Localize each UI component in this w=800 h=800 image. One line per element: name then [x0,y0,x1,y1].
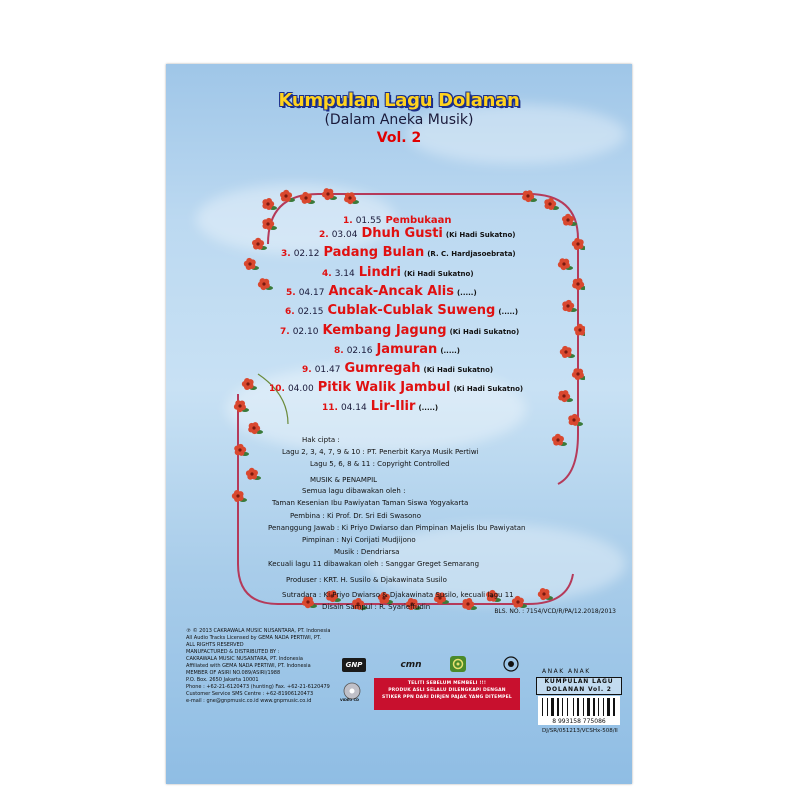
track-number: 9. [302,365,312,375]
track-number: 10. [269,384,285,394]
flower-icon [572,368,585,380]
spine-title-line: KUMPULAN LAGU [544,678,614,685]
flower-icon [246,468,261,480]
flower-center [284,194,287,197]
barcode [538,696,620,718]
flower-center [266,202,269,205]
track-duration: 04.14 [340,403,367,413]
credit-line: MUSIK & PENAMPIL [310,476,378,484]
warning-line: PRODUK ASLI SELALU DILENGKAPI DENGAN [388,688,506,693]
credit-line: Lagu 5, 6, 8 & 11 : Copyright Controlled [310,460,450,468]
flower-center [326,192,329,195]
album-volume: Vol. 2 [376,130,422,146]
track-item [302,359,493,376]
flower-icon [244,258,259,270]
track-credit: (.....) [440,347,461,355]
flower-icon [280,190,295,202]
album-subtitle: (Dalam Aneka Musik) [324,112,474,128]
flower-icon [258,278,273,290]
flower-icon [232,490,247,502]
flower-icon [572,238,585,250]
flower-center [576,282,579,285]
track-number: 5. [286,288,296,298]
flower-center [304,196,307,199]
credit-line: Semua lagu dibawakan oleh : [302,487,406,495]
publisher-line: P.O. Box. 2650 Jakarta 10001 [186,677,259,683]
barcode-bar [603,698,604,716]
flower-icon [242,378,257,390]
credit-line: Taman Kesenian Ibu Pawiyatan Taman Siswa Yogyakarta [272,499,469,507]
flower-center [556,438,559,441]
track-item [322,397,438,414]
track-title: Pembukaan [385,215,452,226]
flower-icon [552,434,567,446]
flower-center [548,202,551,205]
barcode-bar [547,698,548,716]
track-title: Padang Bulan [323,245,425,260]
flower-icon [562,300,577,312]
barcode-bar [551,698,554,716]
track-credit: (Ki Hadi Sukatno) [445,231,516,239]
track-item [286,282,477,299]
registration-code: DJ/SR/051213/VCSHx-508/II [542,728,618,734]
track-title: Jamuran [376,342,438,357]
barcode-bar [613,698,615,716]
barcode-bar [587,698,590,716]
track-number: 6. [285,307,295,317]
flower-center [542,592,545,595]
track-duration: 02.10 [292,327,319,337]
flower-center [562,262,565,265]
flower-icon [560,346,575,358]
flower-icon [234,400,249,412]
flower-icon [262,198,277,210]
credit-line: Kecuali lagu 11 dibawakan oleh : Sanggar Greget Semarang [268,560,480,568]
gnp-logo-text: GNP [345,661,363,669]
credit-line: Pembina : Ki Prof. Dr. Sri Edi Swasono [290,512,422,520]
track-credit: (Ki Hadi Sukatno) [453,385,524,393]
barcode-bars [538,696,620,718]
publisher-line: MEMBER OF ASIRI NO.089/ASIRI/1988 [186,670,281,676]
track-credit: (R. C. Hardjasoebrata) [427,250,516,258]
track-duration: 3.14 [334,269,355,279]
flower-icon [248,422,263,434]
track-duration: 04.00 [287,384,314,394]
publisher-line: ℗ © 2013 CAKRAWALA MUSIC NUSANTARA, PT. Indonesia [186,628,331,634]
flower-icon [568,414,583,426]
track-duration: 04.17 [298,288,325,298]
flower-center [466,602,469,605]
flower-center [348,196,351,199]
flower-center [236,494,239,497]
barcode-number: 8 993158 775086 [538,718,620,725]
warning-line: TELITI SEBELUM MEMBELI !!! [407,681,487,686]
flower-center [572,418,575,421]
publisher-line: e-mail : gne@gnpmusic.co.id www.gnpmusic.co.id [186,698,312,704]
flower-center [238,448,241,451]
track-duration: 01.55 [355,216,382,226]
asiri-logo-mark [450,656,466,672]
flower-center [262,282,265,285]
track-duration: 03.04 [331,230,358,240]
track-title: Lindri [358,265,401,280]
track-credit: (Ki Hadi Sukatno) [423,366,494,374]
ppn-seal-mark [502,654,520,674]
flower-center [564,350,567,353]
flower-icon [558,390,573,402]
gnp-logo [342,658,366,672]
flower-center [306,600,309,603]
barcode-bar [593,698,595,716]
credit-line: Penanggung Jawab : Ki Priyo Dwiarso dan Pimpinan Majelis Ibu Pawiyatan [268,524,526,532]
track-credit: (.....) [418,404,439,412]
barcode-bar [573,698,574,716]
track-item [319,224,516,241]
flower-icon [234,444,249,456]
flower-center [576,372,579,375]
credit-line: Lagu 2, 3, 4, 7, 9 & 10 : PT. Penerbit Karya Musik Pertiwi [282,448,479,456]
warning-line: STIKER PPN DARI DIRJEN PAJAK YANG DITEMPEL [382,695,512,700]
warning-sticker [374,678,520,710]
publisher-line: CAKRAWALA MUSIC NUSANTARA, PT. Indonesia [186,656,303,662]
video-cd-label: VIDEO CD [340,698,359,702]
flower-icon [262,218,277,230]
catalog-number: BLS. NO. : 7154/VCD/R/PA/12.2018/2013 [494,608,616,615]
track-credit: (.....) [498,308,519,316]
barcode-bar [567,698,568,716]
publisher-line: MANUFACTURED & DISTRIBUTED BY : [186,649,280,655]
track-credit: (.....) [456,289,477,297]
barcode-bar [583,698,584,716]
credit-line: Disain Sampul : R. Syarieffudin [322,603,431,611]
flower-center [248,262,251,265]
flower-icon [522,190,537,202]
spine-title-line: DOLANAN Vol. 2 [546,686,612,693]
publisher-info [186,628,330,705]
flower-icon [512,596,527,608]
track-title: Dhuh Gusti [361,226,443,241]
video-cd-logo [342,682,362,704]
track-number: 4. [322,269,332,279]
flower-center [566,304,569,307]
track-item [269,378,523,395]
track-duration: 02.15 [297,307,324,317]
flower-center [246,382,249,385]
track-number: 2. [319,230,329,240]
track-item [280,321,519,338]
publisher-line: ALL RIGHTS RESERVED [186,642,244,648]
publisher-line: Phone : +62-21-6120473 (hunting) Fax. +62-21-6120479 [186,684,330,690]
track-credit: (Ki Hadi Sukatno) [403,270,474,278]
asiri-logo [450,656,466,672]
track-number: 3. [281,249,291,259]
flower-center [250,472,253,475]
flower-icon [538,588,553,600]
album-cover [166,64,632,784]
publisher-line: Affiliated with GEMA NADA PERTIWI, PT. Indonesia [186,663,311,669]
track-number: 7. [280,327,290,337]
flower-icon [252,238,267,250]
credit-line: Hak cipta : [302,436,340,444]
track-title: Cublak-Cublak Suweng [327,303,496,318]
track-number: 11. [322,403,338,413]
track-duration: 02.12 [293,249,320,259]
spine-title-box [536,677,622,695]
flower-icon [572,278,585,290]
credit-line: Sutradara : Ki Priyo Dwiarso & Djakawinata Susilo, kecuali lagu 11 [282,591,514,599]
track-title: Ancak-Ancak Alis [328,284,454,299]
flower-center [516,600,519,603]
barcode-bar [542,698,543,716]
track-number: 8. [334,346,344,356]
flower-center [252,426,255,429]
track-title: Gumregah [344,361,421,376]
credit-line: Musik : Dendriarsa [334,548,400,556]
flower-icon [574,324,585,336]
credit-line: Pimpinan : Nyi Corijati Mudjijono [302,536,416,544]
track-item [281,243,516,260]
flower-center [562,394,565,397]
flower-center [578,328,581,331]
barcode-bar [607,698,610,716]
genre-label: ANAK ANAK [542,668,591,675]
flower-center [526,194,529,197]
cmn-logo [399,658,423,672]
barcode-bar [562,698,563,716]
credit-line: Produser : KRT. H. Susilo & Djakawinata Susilo [286,576,447,584]
track-duration: 02.16 [346,346,373,356]
flower-center [256,242,259,245]
track-title: Pitik Walik Jambul [317,380,451,395]
barcode-bar [557,698,559,716]
album-title: Kumpulan Lagu Dolanan [278,90,520,111]
track-duration: 01.47 [314,365,341,375]
barcode-bar [598,698,599,716]
track-title: Lir-Ilir [370,399,416,414]
flower-center [238,404,241,407]
ppn-seal-icon [502,654,520,674]
flower-center [576,242,579,245]
barcode-bar [577,698,579,716]
track-item [322,263,474,280]
flower-icon [558,258,573,270]
track-title: Kembang Jagung [322,323,447,338]
flower-center [566,218,569,221]
track-credit: (Ki Hadi Sukatno) [449,328,520,336]
track-number: 1. [343,216,353,226]
publisher-line: Customer Service SMS Centre : +62-81906120473 [186,691,314,697]
publisher-line: All Audio Tracks Licensed by GEMA NADA PERTIWI, PT. [186,635,321,641]
cmn-logo-text: cmn [400,660,422,670]
track-item [285,301,518,318]
track-item [334,340,460,357]
flower-center [266,222,269,225]
